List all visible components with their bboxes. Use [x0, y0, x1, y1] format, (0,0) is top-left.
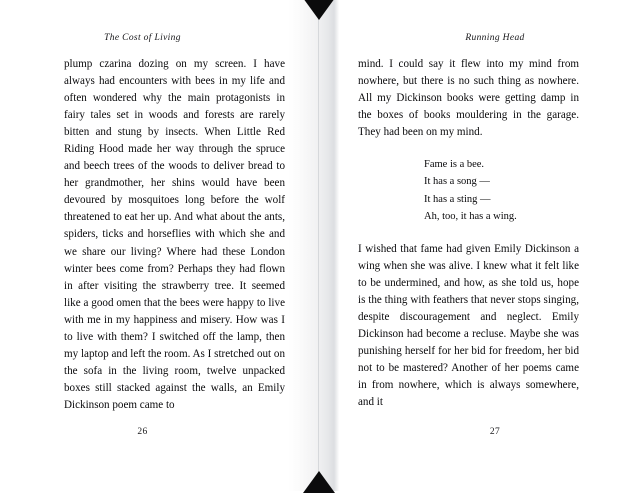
verse-extract — [358, 156, 579, 225]
verso-page — [0, 0, 290, 491]
spine-crease-line — [318, 0, 319, 491]
spine-bottom-wedge-icon — [303, 471, 335, 493]
spine-top-wedge-icon — [303, 0, 335, 20]
recto-running-head: Running Head — [465, 33, 525, 43]
verso-page-number: 26 — [137, 427, 148, 437]
verso-running-head: The Cost of Living — [104, 33, 181, 43]
verse-line: It has a sting — — [424, 193, 491, 205]
verso-text-block — [64, 56, 285, 414]
recto-paragraph-after-verse: I wished that fame had given Emily Dickinson a wing when she was alive. I knew what it felt like to be undermined, and how, as she told us, hope is the thing with feathers that never stops singing, despite discouragement and neglect. Emily Dickinson had become a recluse. Maybe she was punishing herself for her bid for freedom, her bid not to be mastered? Another of her poems came in from nowhere, which is always somewhere, and it — [358, 243, 579, 409]
verse-line: Ah, too, it has a wing. — [424, 210, 517, 222]
verse-line: It has a song — — [424, 176, 490, 188]
recto-page — [350, 0, 640, 491]
book-gutter — [288, 0, 352, 491]
recto-page-number: 27 — [489, 427, 501, 437]
verso-paragraph: plump czarina dozing on my screen. I have always had encounters with bees in my life and often wondered why the main protagonists in fairy tales set in woods and forests are rarely bitten and stung by insects. When Little Red Riding Hood made her way through the spruce and beech trees of the woods to deliver bread to her grandmother, her shins would have been devoured by mosquitoes long before the wolf threatened to eat her up. And what about the ants, spiders, ticks and horseflies with which she and we share our living? Where had these London winter bees come from? Perhaps they had flown in after visiting the strawberry tree. It seemed like a good omen that the bees were happy to live with me in my happiness and misery. How was I to live with them? I switched off the lamp, then my laptop and left the room. As I stretched out on the sofa in the living room, twelve unpacked boxes still stacked against the walls, an Emily Dickinson poem came to — [64, 58, 285, 411]
recto-paragraph-before-verse: mind. I could say it flew into my mind from nowhere, but there is no such thing as nowhere. All my Dickinson books were getting damp in the boxes of books mouldering in the garage. They had been on my mind. — [358, 58, 579, 139]
recto-text-block — [358, 56, 579, 412]
verse-line: Fame is a bee. — [424, 159, 485, 171]
